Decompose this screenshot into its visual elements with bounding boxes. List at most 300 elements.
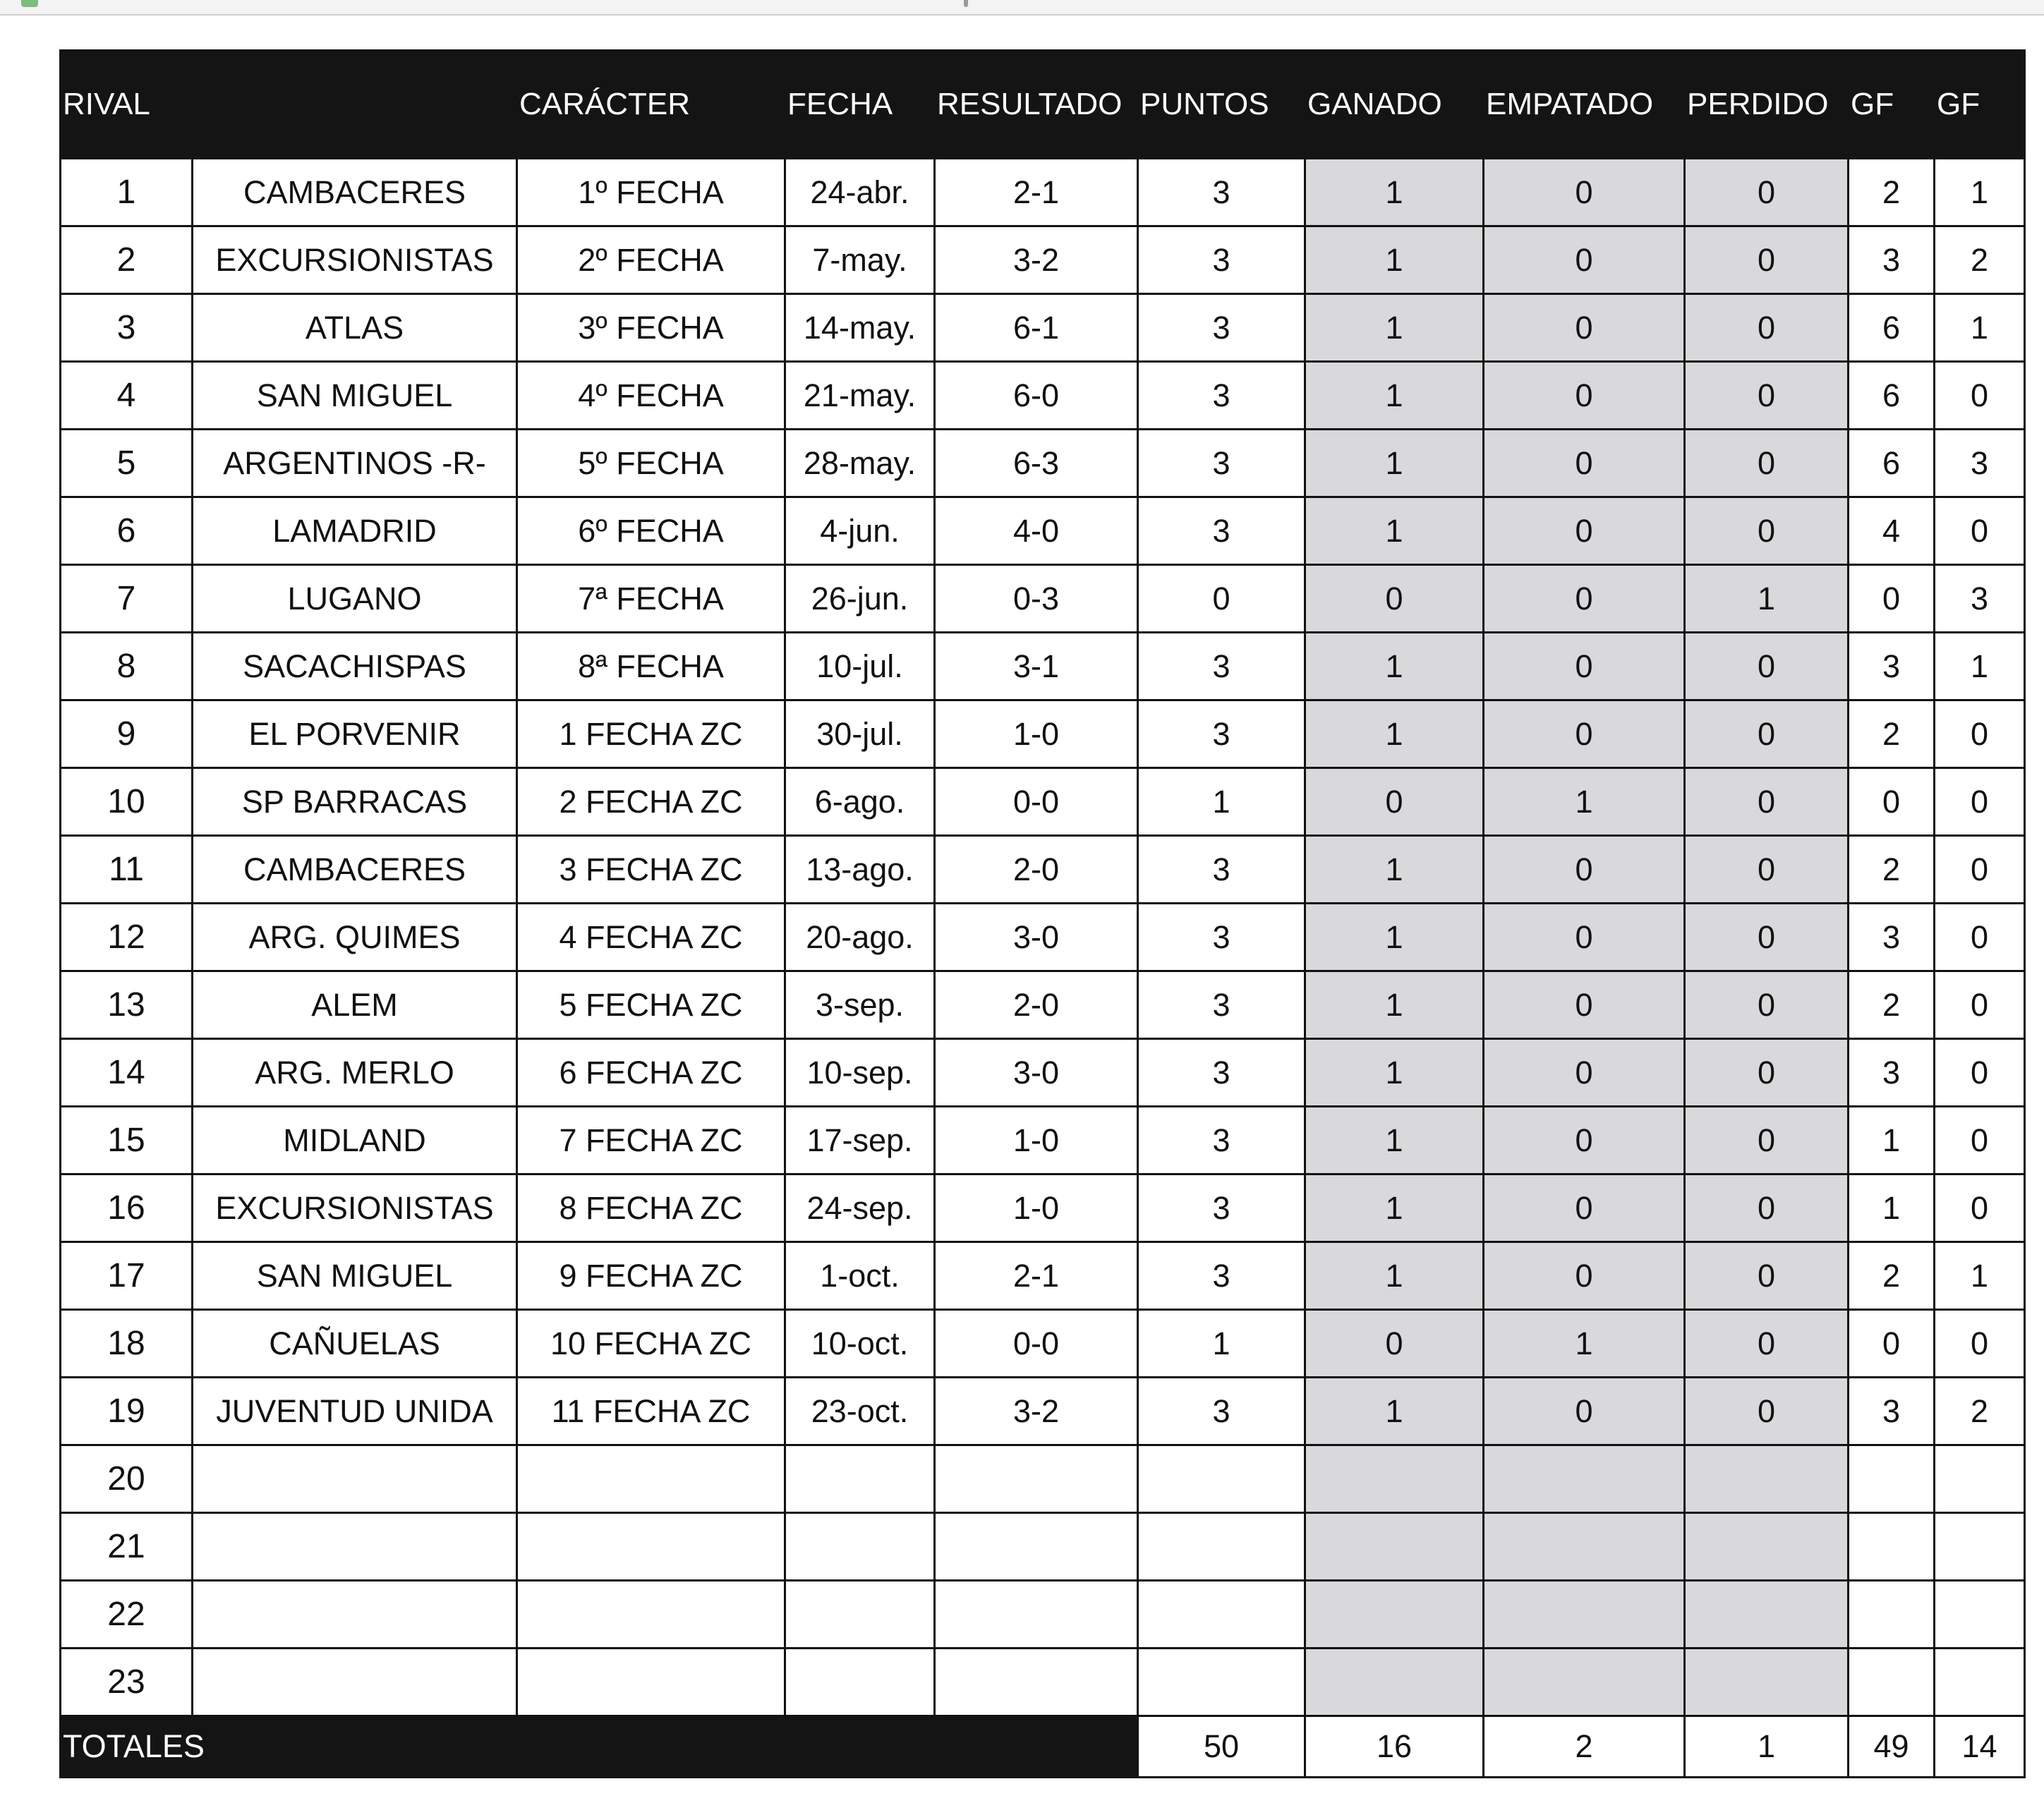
row-number-cell[interactable]: 23	[61, 1649, 193, 1716]
title-fragment	[964, 0, 968, 7]
empatado-cell[interactable]	[1484, 1445, 1685, 1513]
rival-cell[interactable]: CAMBACERES	[193, 159, 517, 226]
rival-cell[interactable]	[193, 1445, 517, 1513]
ganado-cell[interactable]: 1	[1305, 1174, 1484, 1242]
resultado-cell[interactable]: 6-3	[935, 430, 1138, 497]
caracter-cell[interactable]: 6º FECHA	[517, 497, 785, 565]
gf-cell[interactable]: 2	[1849, 971, 1935, 1039]
gf-2-cell[interactable]: 3	[1935, 565, 2025, 633]
empatado-cell[interactable]: 0	[1484, 971, 1685, 1039]
puntos-cell[interactable]: 3	[1138, 633, 1305, 700]
perdido-cell[interactable]	[1685, 1581, 1849, 1649]
caracter-cell[interactable]: 7ª FECHA	[517, 565, 785, 633]
caracter-cell[interactable]: 2º FECHA	[517, 226, 785, 294]
ganado-cell[interactable]: 1	[1305, 836, 1484, 904]
caracter-cell[interactable]: 8ª FECHA	[517, 633, 785, 700]
empatado-cell[interactable]: 0	[1484, 362, 1685, 430]
gf-cell[interactable]: 3	[1849, 633, 1935, 700]
caracter-cell[interactable]: 7 FECHA ZC	[517, 1107, 785, 1174]
resultado-cell[interactable]: 0-3	[935, 565, 1138, 633]
ganado-cell[interactable]: 1	[1305, 633, 1484, 700]
ganado-cell[interactable]: 1	[1305, 904, 1484, 971]
perdido-cell[interactable]: 0	[1685, 159, 1849, 226]
resultado-cell[interactable]: 1-0	[935, 700, 1138, 768]
totals-label[interactable]: TOTALES	[61, 1716, 1138, 1778]
caracter-cell[interactable]: 5º FECHA	[517, 430, 785, 497]
gf-cell[interactable]: 6	[1849, 294, 1935, 362]
gf-cell[interactable]: 6	[1849, 362, 1935, 430]
perdido-cell[interactable]: 0	[1685, 1039, 1849, 1107]
row-number-cell[interactable]: 20	[61, 1445, 193, 1513]
fecha-cell[interactable]: 24-sep.	[785, 1174, 935, 1242]
gf-2-cell[interactable]	[1935, 1445, 2025, 1513]
caracter-cell[interactable]: 1º FECHA	[517, 159, 785, 226]
fecha-cell[interactable]: 21-may.	[785, 362, 935, 430]
perdido-cell[interactable]: 0	[1685, 904, 1849, 971]
ganado-cell[interactable]: 1	[1305, 700, 1484, 768]
results-table	[59, 49, 2026, 1778]
puntos-cell[interactable]: 3	[1138, 294, 1305, 362]
gf-cell[interactable]: 3	[1849, 1378, 1935, 1445]
row-number-cell[interactable]: 10	[61, 768, 193, 836]
total-gf-2[interactable]: 14	[1935, 1716, 2025, 1778]
puntos-cell[interactable]: 1	[1138, 1310, 1305, 1378]
perdido-cell[interactable]	[1685, 1649, 1849, 1716]
resultado-cell[interactable]: 6-1	[935, 294, 1138, 362]
header-fecha[interactable]: FECHA	[785, 51, 935, 159]
caracter-cell[interactable]: 6 FECHA ZC	[517, 1039, 785, 1107]
puntos-cell[interactable]: 3	[1138, 904, 1305, 971]
fecha-cell[interactable]: 26-jun.	[785, 565, 935, 633]
rival-cell[interactable]: SAN MIGUEL	[193, 1242, 517, 1310]
total-puntos[interactable]: 50	[1138, 1716, 1305, 1778]
caracter-cell[interactable]: 5 FECHA ZC	[517, 971, 785, 1039]
row-number-cell[interactable]: 1	[61, 159, 193, 226]
perdido-cell[interactable]: 0	[1685, 1107, 1849, 1174]
row-number-cell[interactable]: 11	[61, 836, 193, 904]
resultado-cell[interactable]: 0-0	[935, 768, 1138, 836]
totals-row	[61, 1716, 2025, 1778]
puntos-cell[interactable]: 3	[1138, 1039, 1305, 1107]
ganado-cell[interactable]: 0	[1305, 565, 1484, 633]
empatado-cell[interactable]: 0	[1484, 497, 1685, 565]
rival-cell[interactable]: SAN MIGUEL	[193, 362, 517, 430]
fecha-cell[interactable]: 30-jul.	[785, 700, 935, 768]
header-ganado[interactable]: GANADO	[1305, 51, 1484, 159]
rival-cell[interactable]: SP BARRACAS	[193, 768, 517, 836]
gf-cell[interactable]: 0	[1849, 768, 1935, 836]
fecha-cell[interactable]	[785, 1445, 935, 1513]
row-number-cell[interactable]: 5	[61, 430, 193, 497]
fecha-cell[interactable]	[785, 1581, 935, 1649]
caracter-cell[interactable]	[517, 1649, 785, 1716]
table-row	[61, 1310, 2025, 1378]
total-ganado[interactable]: 16	[1305, 1716, 1484, 1778]
perdido-cell[interactable]: 0	[1685, 497, 1849, 565]
perdido-cell[interactable]: 0	[1685, 633, 1849, 700]
row-number-cell[interactable]: 7	[61, 565, 193, 633]
gf-2-cell[interactable]: 1	[1935, 1242, 2025, 1310]
rival-cell[interactable]: SACACHISPAS	[193, 633, 517, 700]
table-row	[61, 768, 2025, 836]
header-empatado[interactable]: EMPATADO	[1484, 51, 1685, 159]
table-row	[61, 430, 2025, 497]
gf-cell[interactable]	[1849, 1513, 1935, 1581]
table-row	[61, 1445, 2025, 1513]
header-gf[interactable]: GF	[1849, 51, 1935, 159]
table-row	[61, 633, 2025, 700]
gf-cell[interactable]: 2	[1849, 700, 1935, 768]
empatado-cell[interactable]: 1	[1484, 768, 1685, 836]
rival-cell[interactable]: ARG. QUIMES	[193, 904, 517, 971]
table-row	[61, 971, 2025, 1039]
header-perdido[interactable]: PERDIDO	[1685, 51, 1849, 159]
gf-cell[interactable]: 3	[1849, 226, 1935, 294]
resultado-cell[interactable]: 1-0	[935, 1107, 1138, 1174]
puntos-cell[interactable]: 3	[1138, 1107, 1305, 1174]
puntos-cell[interactable]: 3	[1138, 1242, 1305, 1310]
caracter-cell[interactable]: 2 FECHA ZC	[517, 768, 785, 836]
perdido-cell[interactable]: 0	[1685, 1310, 1849, 1378]
gf-2-cell[interactable]: 0	[1935, 497, 2025, 565]
perdido-cell[interactable]: 0	[1685, 971, 1849, 1039]
resultado-cell[interactable]: 3-2	[935, 1378, 1138, 1445]
ganado-cell[interactable]: 0	[1305, 1310, 1484, 1378]
puntos-cell[interactable]	[1138, 1445, 1305, 1513]
puntos-cell[interactable]	[1138, 1649, 1305, 1716]
table-row	[61, 362, 2025, 430]
header-puntos[interactable]: PUNTOS	[1138, 51, 1305, 159]
fecha-cell[interactable]: 4-jun.	[785, 497, 935, 565]
puntos-cell[interactable]: 3	[1138, 159, 1305, 226]
gf-2-cell[interactable]: 0	[1935, 362, 2025, 430]
puntos-cell[interactable]: 3	[1138, 430, 1305, 497]
gf-2-cell[interactable]: 0	[1935, 768, 2025, 836]
table-row	[61, 904, 2025, 971]
empatado-cell[interactable]: 0	[1484, 565, 1685, 633]
row-number-cell[interactable]: 21	[61, 1513, 193, 1581]
ganado-cell[interactable]	[1305, 1445, 1484, 1513]
table-row	[61, 836, 2025, 904]
perdido-cell[interactable]: 0	[1685, 1242, 1849, 1310]
perdido-cell[interactable]: 0	[1685, 768, 1849, 836]
rival-cell[interactable]: EXCURSIONISTAS	[193, 1174, 517, 1242]
row-number-cell[interactable]: 17	[61, 1242, 193, 1310]
ganado-cell[interactable]: 1	[1305, 1242, 1484, 1310]
row-number-cell[interactable]: 19	[61, 1378, 193, 1445]
ganado-cell[interactable]	[1305, 1581, 1484, 1649]
empatado-cell[interactable]: 0	[1484, 294, 1685, 362]
fecha-cell[interactable]: 14-may.	[785, 294, 935, 362]
empatado-cell[interactable]	[1484, 1649, 1685, 1716]
empatado-cell[interactable]: 0	[1484, 836, 1685, 904]
puntos-cell[interactable]	[1138, 1513, 1305, 1581]
empatado-cell[interactable]: 0	[1484, 1107, 1685, 1174]
rival-cell[interactable]: MIDLAND	[193, 1107, 517, 1174]
table-row	[61, 294, 2025, 362]
gf-2-cell[interactable]: 0	[1935, 971, 2025, 1039]
rival-cell[interactable]: ATLAS	[193, 294, 517, 362]
caracter-cell[interactable]: 3 FECHA ZC	[517, 836, 785, 904]
row-number-cell[interactable]: 2	[61, 226, 193, 294]
ganado-cell[interactable]: 1	[1305, 1378, 1484, 1445]
resultado-cell[interactable]	[935, 1513, 1138, 1581]
fecha-cell[interactable]: 7-may.	[785, 226, 935, 294]
table-row	[61, 700, 2025, 768]
total-perdido[interactable]: 1	[1685, 1716, 1849, 1778]
ganado-cell[interactable]: 1	[1305, 362, 1484, 430]
resultado-cell[interactable]: 3-1	[935, 633, 1138, 700]
header-resultado[interactable]: RESULTADO	[935, 51, 1138, 159]
table-row	[61, 1513, 2025, 1581]
fecha-cell[interactable]: 13-ago.	[785, 836, 935, 904]
table-row	[61, 497, 2025, 565]
row-number-cell[interactable]: 13	[61, 971, 193, 1039]
rival-cell[interactable]: CAMBACERES	[193, 836, 517, 904]
gf-2-cell[interactable]: 0	[1935, 1310, 2025, 1378]
gf-2-cell[interactable]: 1	[1935, 633, 2025, 700]
puntos-cell[interactable]: 3	[1138, 971, 1305, 1039]
ganado-cell[interactable]: 1	[1305, 226, 1484, 294]
rival-cell[interactable]: ARG. MERLO	[193, 1039, 517, 1107]
empatado-cell[interactable]: 0	[1484, 159, 1685, 226]
caracter-cell[interactable]: 11 FECHA ZC	[517, 1378, 785, 1445]
perdido-cell[interactable]: 0	[1685, 1378, 1849, 1445]
resultado-cell[interactable]: 2-0	[935, 836, 1138, 904]
puntos-cell[interactable]: 3	[1138, 1378, 1305, 1445]
gf-2-cell[interactable]	[1935, 1649, 2025, 1716]
gf-cell[interactable]: 2	[1849, 159, 1935, 226]
puntos-cell[interactable]: 3	[1138, 1174, 1305, 1242]
empatado-cell[interactable]: 0	[1484, 633, 1685, 700]
caracter-cell[interactable]: 9 FECHA ZC	[517, 1242, 785, 1310]
fecha-cell[interactable]	[785, 1513, 935, 1581]
rival-cell[interactable]: LAMADRID	[193, 497, 517, 565]
resultado-cell[interactable]: 6-0	[935, 362, 1138, 430]
row-number-cell[interactable]: 15	[61, 1107, 193, 1174]
fecha-cell[interactable]: 28-may.	[785, 430, 935, 497]
resultado-cell[interactable]: 3-0	[935, 904, 1138, 971]
gf-2-cell[interactable]: 2	[1935, 1378, 2025, 1445]
rival-cell[interactable]: ARGENTINOS -R-	[193, 430, 517, 497]
gf-cell[interactable]: 0	[1849, 565, 1935, 633]
empatado-cell[interactable]: 0	[1484, 700, 1685, 768]
gf-2-cell[interactable]: 2	[1935, 226, 2025, 294]
fecha-cell[interactable]: 17-sep.	[785, 1107, 935, 1174]
gf-2-cell[interactable]: 0	[1935, 1039, 2025, 1107]
header-caracter[interactable]: CARÁCTER	[517, 51, 785, 159]
rival-cell[interactable]	[193, 1513, 517, 1581]
gf-2-cell[interactable]: 1	[1935, 159, 2025, 226]
fecha-cell[interactable]: 10-sep.	[785, 1039, 935, 1107]
caracter-cell[interactable]	[517, 1513, 785, 1581]
ganado-cell[interactable]: 0	[1305, 768, 1484, 836]
perdido-cell[interactable]: 0	[1685, 362, 1849, 430]
fecha-cell[interactable]: 1-oct.	[785, 1242, 935, 1310]
empatado-cell[interactable]	[1484, 1581, 1685, 1649]
perdido-cell[interactable]	[1685, 1513, 1849, 1581]
perdido-cell[interactable]: 0	[1685, 700, 1849, 768]
header-gf-2[interactable]: GF	[1935, 51, 2025, 159]
puntos-cell[interactable]: 1	[1138, 768, 1305, 836]
ganado-cell[interactable]	[1305, 1513, 1484, 1581]
row-number-cell[interactable]: 16	[61, 1174, 193, 1242]
table-row	[61, 1174, 2025, 1242]
resultado-cell[interactable]: 0-0	[935, 1310, 1138, 1378]
caracter-cell[interactable]: 3º FECHA	[517, 294, 785, 362]
gf-2-cell[interactable]: 1	[1935, 294, 2025, 362]
empatado-cell[interactable]: 0	[1484, 1039, 1685, 1107]
gf-2-cell[interactable]: 0	[1935, 836, 2025, 904]
resultado-cell[interactable]: 2-1	[935, 159, 1138, 226]
resultado-cell[interactable]: 1-0	[935, 1174, 1138, 1242]
fecha-cell[interactable]: 24-abr.	[785, 159, 935, 226]
empatado-cell[interactable]: 0	[1484, 904, 1685, 971]
header-team[interactable]	[193, 51, 517, 159]
gf-cell[interactable]: 2	[1849, 836, 1935, 904]
row-number-cell[interactable]: 14	[61, 1039, 193, 1107]
empatado-cell[interactable]	[1484, 1513, 1685, 1581]
gf-2-cell[interactable]	[1935, 1581, 2025, 1649]
empatado-cell[interactable]: 0	[1484, 1242, 1685, 1310]
table-row	[61, 1107, 2025, 1174]
caracter-cell[interactable]: 10 FECHA ZC	[517, 1310, 785, 1378]
empatado-cell[interactable]: 1	[1484, 1310, 1685, 1378]
gf-cell[interactable]: 3	[1849, 904, 1935, 971]
fecha-cell[interactable]: 20-ago.	[785, 904, 935, 971]
caracter-cell[interactable]	[517, 1581, 785, 1649]
table-row	[61, 1649, 2025, 1716]
resultado-cell[interactable]: 3-2	[935, 226, 1138, 294]
fecha-cell[interactable]: 23-oct.	[785, 1378, 935, 1445]
ganado-cell[interactable]: 1	[1305, 497, 1484, 565]
perdido-cell[interactable]: 1	[1685, 565, 1849, 633]
table-row	[61, 159, 2025, 226]
table-row	[61, 1242, 2025, 1310]
puntos-cell[interactable]: 3	[1138, 362, 1305, 430]
gf-cell[interactable]: 1	[1849, 1174, 1935, 1242]
ganado-cell[interactable]: 1	[1305, 159, 1484, 226]
caracter-cell[interactable]: 4º FECHA	[517, 362, 785, 430]
perdido-cell[interactable]: 0	[1685, 430, 1849, 497]
window-top-bar	[0, 0, 2044, 16]
resultado-cell[interactable]: 3-0	[935, 1039, 1138, 1107]
perdido-cell[interactable]	[1685, 1445, 1849, 1513]
gf-cell[interactable]: 4	[1849, 497, 1935, 565]
rival-cell[interactable]	[193, 1581, 517, 1649]
resultado-cell[interactable]: 2-1	[935, 1242, 1138, 1310]
perdido-cell[interactable]: 0	[1685, 836, 1849, 904]
gf-2-cell[interactable]: 0	[1935, 1107, 2025, 1174]
fecha-cell[interactable]: 10-jul.	[785, 633, 935, 700]
gf-2-cell[interactable]: 0	[1935, 904, 2025, 971]
gf-2-cell[interactable]	[1935, 1513, 2025, 1581]
ganado-cell[interactable]	[1305, 1649, 1484, 1716]
sheet-tab-icon	[21, 0, 38, 7]
gf-cell[interactable]: 3	[1849, 1039, 1935, 1107]
empatado-cell[interactable]: 0	[1484, 430, 1685, 497]
puntos-cell[interactable]	[1138, 1581, 1305, 1649]
caracter-cell[interactable]: 8 FECHA ZC	[517, 1174, 785, 1242]
gf-2-cell[interactable]: 0	[1935, 1174, 2025, 1242]
ganado-cell[interactable]: 1	[1305, 971, 1484, 1039]
puntos-cell[interactable]: 3	[1138, 226, 1305, 294]
fecha-cell[interactable]: 6-ago.	[785, 768, 935, 836]
perdido-cell[interactable]: 0	[1685, 226, 1849, 294]
row-number-cell[interactable]: 22	[61, 1581, 193, 1649]
puntos-cell[interactable]: 0	[1138, 565, 1305, 633]
caracter-cell[interactable]: 1 FECHA ZC	[517, 700, 785, 768]
table-row	[61, 226, 2025, 294]
empatado-cell[interactable]: 0	[1484, 1378, 1685, 1445]
rival-cell[interactable]: EXCURSIONISTAS	[193, 226, 517, 294]
fecha-cell[interactable]	[785, 1649, 935, 1716]
row-number-cell[interactable]: 8	[61, 633, 193, 700]
resultado-cell[interactable]	[935, 1445, 1138, 1513]
row-number-cell[interactable]: 3	[61, 294, 193, 362]
ganado-cell[interactable]: 1	[1305, 1039, 1484, 1107]
fecha-cell[interactable]: 3-sep.	[785, 971, 935, 1039]
rival-cell[interactable]: EL PORVENIR	[193, 700, 517, 768]
caracter-cell[interactable]: 4 FECHA ZC	[517, 904, 785, 971]
rival-cell[interactable]: ALEM	[193, 971, 517, 1039]
ganado-cell[interactable]: 1	[1305, 1107, 1484, 1174]
row-number-cell[interactable]: 9	[61, 700, 193, 768]
row-number-cell[interactable]: 4	[61, 362, 193, 430]
gf-cell[interactable]	[1849, 1445, 1935, 1513]
header-rival[interactable]: RIVAL	[61, 51, 193, 159]
header-row	[61, 51, 2025, 159]
gf-cell[interactable]: 1	[1849, 1107, 1935, 1174]
row-number-cell[interactable]: 12	[61, 904, 193, 971]
ganado-cell[interactable]: 1	[1305, 294, 1484, 362]
resultado-cell[interactable]: 4-0	[935, 497, 1138, 565]
gf-2-cell[interactable]: 3	[1935, 430, 2025, 497]
empatado-cell[interactable]: 0	[1484, 1174, 1685, 1242]
gf-cell[interactable]	[1849, 1581, 1935, 1649]
resultado-cell[interactable]	[935, 1581, 1138, 1649]
fecha-cell[interactable]: 10-oct.	[785, 1310, 935, 1378]
table-row	[61, 565, 2025, 633]
perdido-cell[interactable]: 0	[1685, 1174, 1849, 1242]
row-number-cell[interactable]: 6	[61, 497, 193, 565]
gf-cell[interactable]: 0	[1849, 1310, 1935, 1378]
puntos-cell[interactable]: 3	[1138, 836, 1305, 904]
ganado-cell[interactable]: 1	[1305, 430, 1484, 497]
resultado-cell[interactable]	[935, 1649, 1138, 1716]
rival-cell[interactable]: CAÑUELAS	[193, 1310, 517, 1378]
gf-cell[interactable]	[1849, 1649, 1935, 1716]
row-number-cell[interactable]: 18	[61, 1310, 193, 1378]
puntos-cell[interactable]: 3	[1138, 497, 1305, 565]
perdido-cell[interactable]: 0	[1685, 294, 1849, 362]
rival-cell[interactable]: LUGANO	[193, 565, 517, 633]
gf-cell[interactable]: 6	[1849, 430, 1935, 497]
puntos-cell[interactable]: 3	[1138, 700, 1305, 768]
rival-cell[interactable]	[193, 1649, 517, 1716]
rival-cell[interactable]: JUVENTUD UNIDA	[193, 1378, 517, 1445]
resultado-cell[interactable]: 2-0	[935, 971, 1138, 1039]
gf-2-cell[interactable]: 0	[1935, 700, 2025, 768]
table-body	[61, 159, 2025, 1716]
empatado-cell[interactable]: 0	[1484, 226, 1685, 294]
total-empatado[interactable]: 2	[1484, 1716, 1685, 1778]
table-row	[61, 1039, 2025, 1107]
caracter-cell[interactable]	[517, 1445, 785, 1513]
gf-cell[interactable]: 2	[1849, 1242, 1935, 1310]
total-gf[interactable]: 49	[1849, 1716, 1935, 1778]
table-row	[61, 1378, 2025, 1445]
